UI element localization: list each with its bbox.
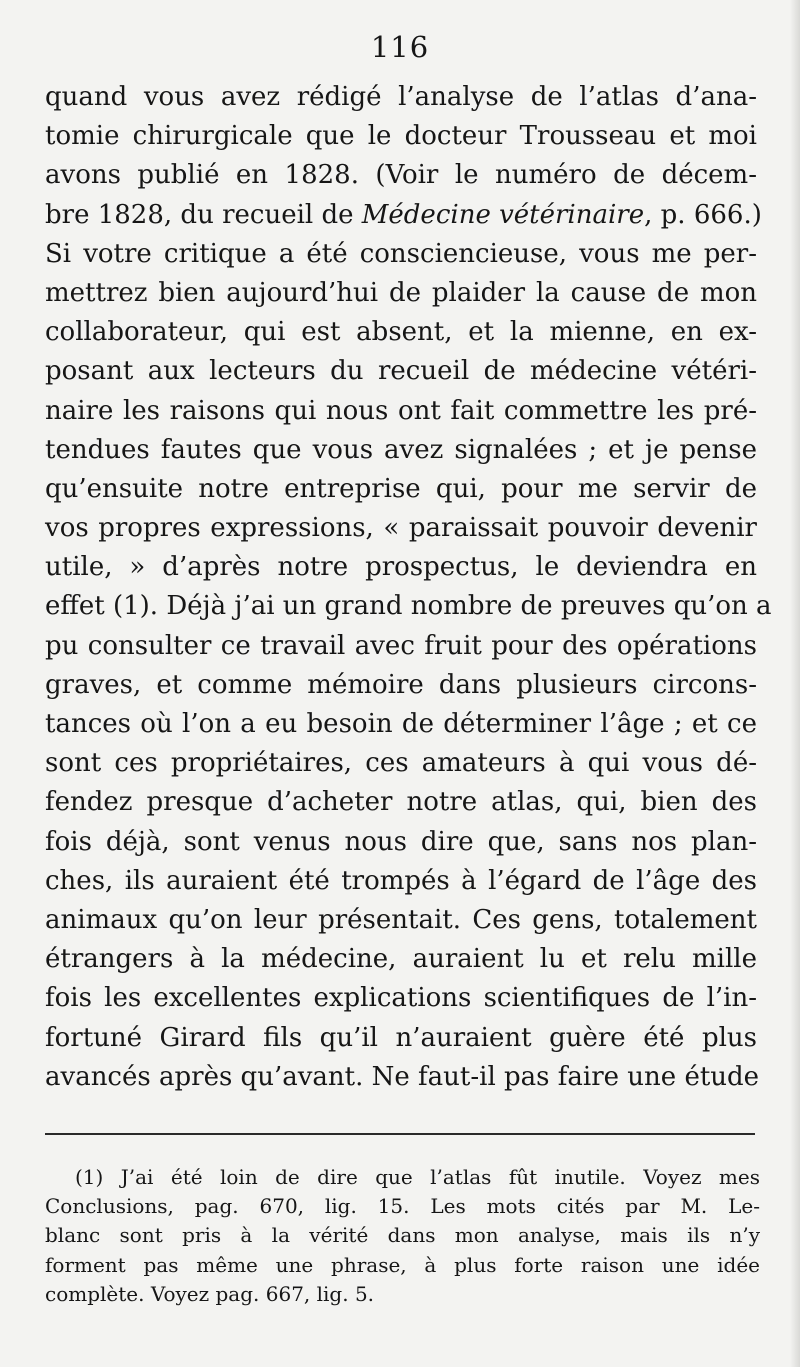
body-line-with-italic (45, 196, 762, 235)
body-line: étrangers à la médecine, auraient lu et relu mille (45, 944, 757, 975)
body-line: naire les raisons qui nous ont fait commettre les pré- (45, 395, 757, 426)
body-line: qu’ensuite notre entreprise qui, pour me servir de (45, 473, 757, 504)
footnote-line: forment pas même une phrase, à plus forte raison une idée (45, 1252, 760, 1277)
body-line: avons publié en 1828. (Voir le numéro de décem- (45, 160, 757, 191)
body-line: tendues fautes que vous avez signalées ; et je pense (45, 434, 757, 465)
footnote-line: Conclusions, pag. 670, lig. 15. Les mots cités par M. Le- (45, 1194, 760, 1219)
footnote (45, 1163, 760, 1309)
body-line: graves, et comme mémoire dans plusieurs circons- (45, 669, 757, 700)
body-line: mettrez bien aujourd’hui de plaider la cause de mon (45, 277, 757, 308)
body-line: Si votre critique a été consciencieuse, vous me per- (45, 238, 757, 269)
journal-title-italic: Médecine vétérinaire (361, 199, 645, 230)
body-line: effet (1). Déjà j’ai un grand nombre de preuves qu’on a (45, 591, 772, 622)
body-line-segment: bre 1828, du recueil de (45, 199, 362, 230)
page-edge-shadow (790, 0, 800, 1367)
footnote-line: complète. Voyez pag. 667, lig. 5. (45, 1281, 375, 1306)
body-line: pu consulter ce travail avec fruit pour des opérations (45, 630, 757, 661)
body-line: tances où l’on a eu besoin de déterminer l’âge ; et ce (45, 709, 757, 739)
body-line: avancés après qu’avant. Ne faut-il pas faire une étude (45, 1061, 760, 1092)
footnote-line: (1) J’ai été loin de dire que l’atlas fût inutile. Voyez mes (75, 1165, 760, 1189)
page-number: 116 (370, 30, 430, 64)
body-text (45, 78, 772, 1097)
body-line: posant aux lecteurs du recueil de médecine vétéri- (45, 356, 757, 387)
body-line: fois déjà, sont venus nous dire que, sans nos plan- (45, 826, 757, 857)
body-line: fortuné Girard fils qu’il n’auraient guère été plus (45, 1022, 757, 1053)
body-line: animaux qu’on leur présentait. Ces gens, totalement (45, 904, 757, 935)
footnote-separator (45, 1133, 755, 1135)
body-line: sont ces propriétaires, ces amateurs à qui vous dé- (45, 748, 757, 779)
body-line: ches, ils auraient été trompés à l’égard de l’âge des (45, 865, 757, 896)
body-line: tomie chirurgicale que le docteur Trousseau et moi (45, 121, 757, 152)
body-line: quand vous avez rédigé l’analyse de l’atlas d’ana- (45, 82, 757, 112)
body-line-segment: , p. 666.) (644, 199, 762, 230)
body-line: collaborateur, qui est absent, et la mienne, en ex- (45, 317, 757, 348)
footnote-line: blanc sont pris à la vérité dans mon analyse, mais ils n’y (45, 1223, 760, 1248)
body-line: vos propres expressions, « paraissait pouvoir devenir (45, 513, 757, 544)
body-line: fois les excellentes explications scientifiques de l’in- (45, 983, 757, 1014)
body-line: utile, » d’après notre prospectus, le deviendra en (45, 552, 757, 583)
body-line: fendez presque d’acheter notre atlas, qui, bien des (45, 787, 757, 818)
